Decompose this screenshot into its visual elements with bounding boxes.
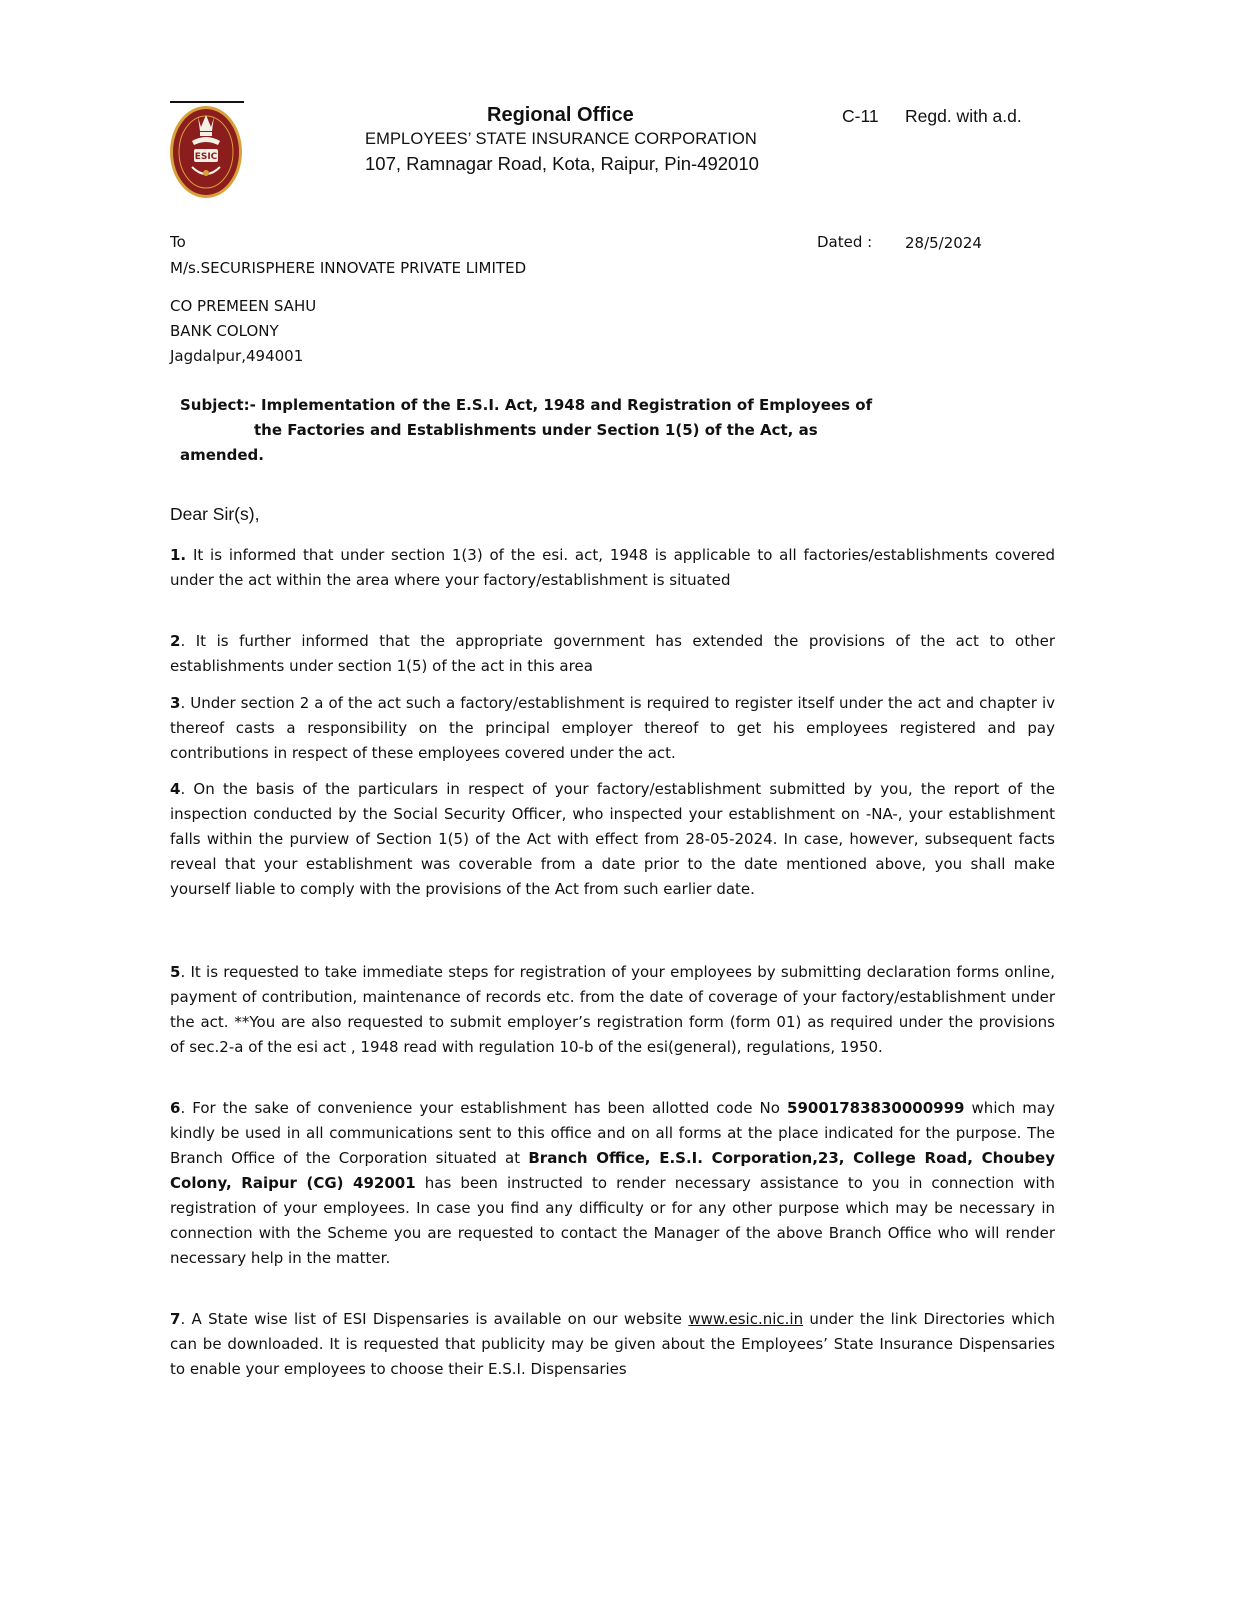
addressee-name: M/s.SECURISPHERE INNOVATE PRIVATE LIMITED [170,259,527,277]
paragraph-number: 3 [170,694,181,712]
paragraph-text: under the link Directories which can be downloaded. It is requested that publicity may be given about the Employees’ State Insurance Dispensaries to enable your employees to choose their E.S.I. Dispensaries [170,1310,1055,1378]
subject-line: the Factories and Establishments under Section 1(5) of the Act, as [254,421,818,439]
paragraph-text: . Under section 2 a of the act such a factory/establishment is required to register itself under the act and chapter iv thereof casts a responsibility on the principal employer thereof to get his employees registered and pay contributions in respect of these employees covered under the act. [170,694,1055,762]
paragraph-number: 2 [170,632,181,650]
paragraph-1 [170,543,1055,593]
paragraph-5 [170,960,1055,1060]
paragraph-6 [170,1096,1055,1271]
form-code: C-11 [842,106,879,126]
subject-line: amended. [180,446,264,464]
branch-office-address: Branch Office, E.S.I. Corporation,23, College Road, Choubey Colony, Raipur (CG) 492001 [170,1149,1056,1192]
paragraph-number: 1. [170,546,187,564]
paragraph-text: . For the sake of convenience your establishment has been allotted code No [180,1099,788,1117]
office-address: 107, Ramnagar Road, Kota, Raipur, Pin-492010 [365,153,759,174]
paragraph-number: 4 [170,780,181,798]
website-link[interactable]: www.esic.nic.in [688,1310,804,1328]
paragraph-text: It is informed that under section 1(3) of the esi. act, 1948 is applicable to all factories/establishments covered under the act within the area where your factory/establishment is situated [170,546,1055,589]
paragraph-text: which may kindly be used in all communications sent to this office and on all forms at the place indicated for the purpose. The Branch Office of the Corporation situated at [170,1099,1055,1167]
paragraph-4 [170,777,1055,902]
paragraph-text: . It is further informed that the appropriate government has extended the provisions of the act to other establishments under section 1(5) of the act in this area [170,632,1055,675]
dated-value: 28/5/2024 [905,234,982,252]
svg-text:ESIC: ESIC [194,152,218,162]
paragraph-text: . A State wise list of ESI Dispensaries is available on our website [180,1310,689,1328]
dated-label: Dated : [817,233,873,251]
address-line: BANK COLONY [170,322,279,340]
salutation: Dear Sir(s), [170,504,260,524]
office-title: Regional Office [487,104,634,126]
organization-name: EMPLOYEES’ STATE INSURANCE CORPORATION [365,130,757,148]
paragraph-3 [170,691,1055,766]
paragraph-2 [170,629,1055,679]
address-line: CO PREMEEN SAHU [170,297,317,315]
employer-code: 59001783830000999 [787,1099,965,1117]
to-label: To [170,233,186,251]
dispatch-mode: Regd. with a.d. [905,106,1022,126]
paragraph-number: 7 [170,1310,181,1328]
paragraph-text: . It is requested to take immediate steps for registration of your employees by submitting declaration forms online, payment of contribution, maintenance of records etc. from the date of coverage of your factory/establishment under the act. **You are also requested to submit employer’s registration form (form 01) as required under the provisions of sec.2-a of the esi act , 1948 read with regulation 10-b of the esi(general), regulations, 1950. [170,963,1055,1056]
paragraph-number: 5 [170,963,181,981]
esic-emblem-logo [168,103,244,200]
subject-line: Subject:- Implementation of the E.S.I. Act, 1948 and Registration of Employees of [180,396,873,414]
subject-block [180,393,895,468]
paragraph-text: has been instructed to render necessary assistance to you in connection with registration of your employees. In case you find any difficulty or for any other purpose which may be necessary in connection with the Scheme you are requested to contact the Manager of the above Branch Office who will render necessary help in the matter. [170,1174,1056,1267]
paragraph-text: . On the basis of the particulars in respect of your factory/establishment submitted by you, the report of the inspection conducted by the Social Security Officer, who inspected your establishment on -NA-, your establishment falls within the purview of Section 1(5) of the Act with effect from 28-05-2024. In case, however, subsequent facts reveal that your establishment was coverable from a date prior to the date mentioned above, you shall make yourself liable to comply with the provisions of the Act from such earlier date. [170,780,1055,898]
paragraph-number: 6 [170,1099,181,1117]
paragraph-7 [170,1307,1055,1382]
address-line: Jagdalpur,494001 [170,347,304,365]
